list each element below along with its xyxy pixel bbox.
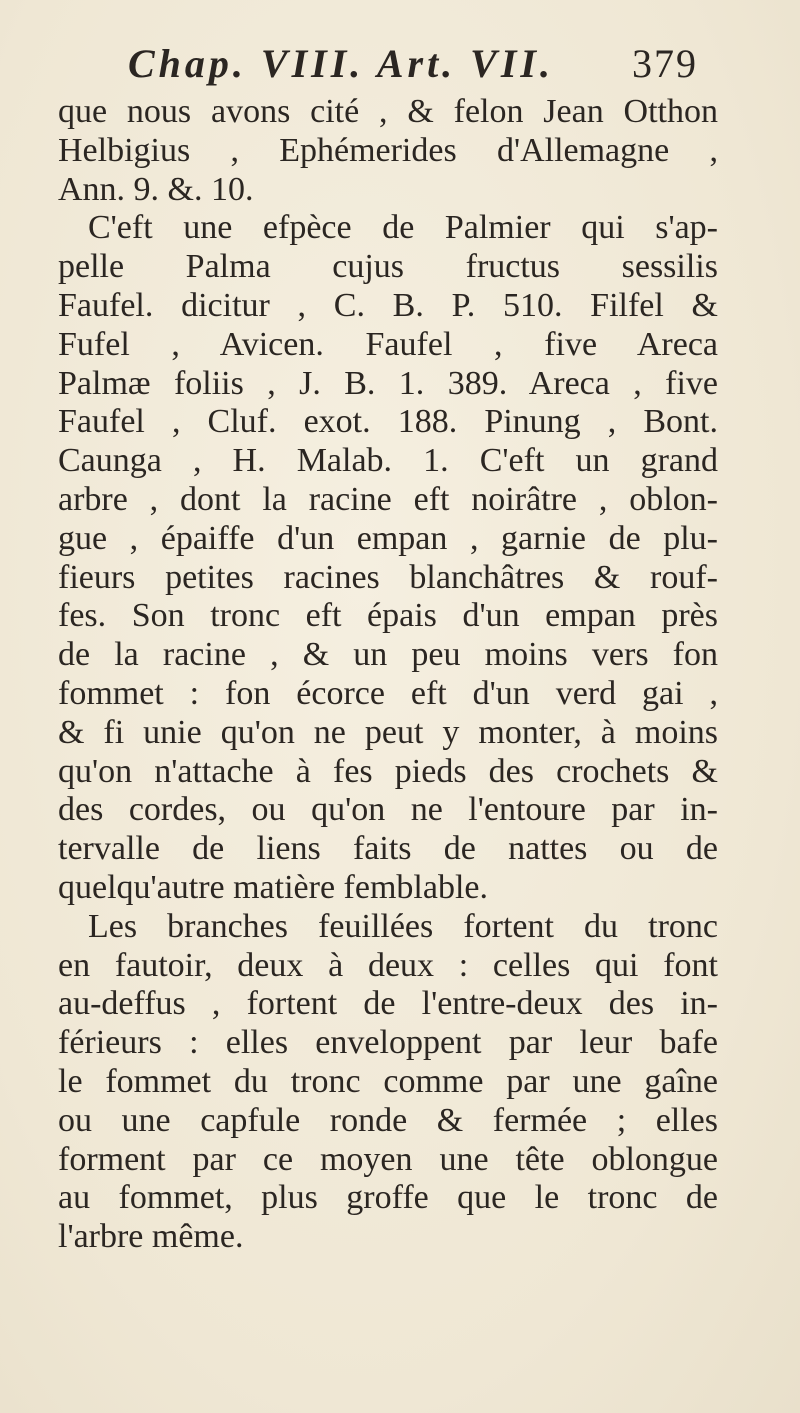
text-line: en fautoir, deux à deux : celles qui font <box>58 946 718 984</box>
text-line: & fi unie qu'on ne peut y monter, à moins <box>58 713 718 751</box>
text-line: tervalle de liens faits de nattes ou de <box>58 830 718 868</box>
text-line: forment par ce moyen une tête oblongue <box>58 1140 718 1178</box>
text-line: Fufel , Avicen. Faufel , five Areca <box>58 325 718 363</box>
text-line: fommet : fon écorce eft d'un verd gai , <box>58 674 718 712</box>
page-body <box>58 93 718 1257</box>
page-number: 379 <box>632 41 698 86</box>
text-line: le fommet du tronc comme par une gaîne <box>58 1062 718 1100</box>
text-line: fieurs petites racines blanchâtres & rouf- <box>58 558 718 596</box>
text-line: qu'on n'attache à fes pieds des crochets & <box>58 752 718 790</box>
text-line: quelqu'autre matière femblable. <box>58 868 488 906</box>
running-title: Chap. VIII. Art. VII. <box>128 41 554 86</box>
text-line: l'arbre même. <box>58 1218 244 1256</box>
text-line: C'eft une efpèce de Palmier qui s'ap- <box>88 209 718 247</box>
text-line: Caunga , H. Malab. 1. C'eft un grand <box>58 442 718 480</box>
text-line: au fommet, plus groffe que le tronc de <box>58 1179 718 1217</box>
text-line: Ann. 9. &. 10. <box>58 170 254 208</box>
text-line: Faufel , Cluf. exot. 188. Pinung , Bont. <box>58 403 718 441</box>
text-line: arbre , dont la racine eft noirâtre , oblon- <box>58 480 718 518</box>
text-line: ou une capfule ronde & fermée ; elles <box>58 1101 718 1139</box>
text-line: de la racine , & un peu moins vers fon <box>58 636 718 674</box>
text-line: gue , épaiffe d'un empan , garnie de plu- <box>58 519 718 557</box>
text-line: des cordes, ou qu'on ne l'entoure par in- <box>58 791 718 829</box>
text-line: au-deffus , fortent de l'entre-deux des in- <box>58 985 718 1023</box>
text-line: Les branches feuillées fortent du tronc <box>88 907 718 945</box>
text-line: pelle Palma cujus fructus sessilis <box>58 248 718 286</box>
text-line: fes. Son tronc eft épais d'un empan près <box>58 597 718 635</box>
running-header <box>128 36 698 92</box>
text-line: Palmæ foliis , J. B. 1. 389. Areca , five <box>58 364 718 402</box>
text-line: Helbigius , Ephémerides d'Allemagne , <box>58 131 718 169</box>
text-line: férieurs : elles enveloppent par leur bafe <box>58 1024 718 1062</box>
text-line: que nous avons cité , & felon Jean Otthon <box>58 93 718 130</box>
text-line: Faufel. dicitur , C. B. P. 510. Filfel & <box>58 286 718 324</box>
